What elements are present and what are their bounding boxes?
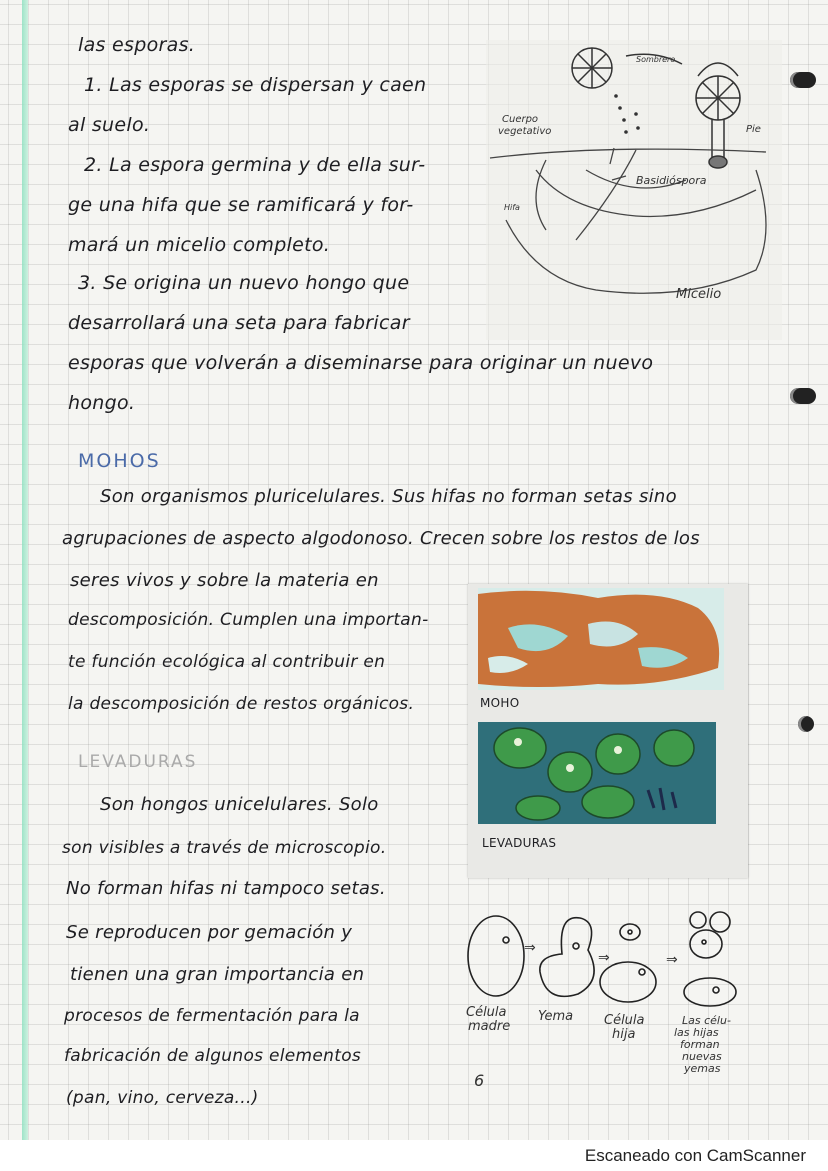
section-heading-levaduras: LEVADURAS <box>78 752 198 772</box>
text-line: fabricación de algunos elementos <box>64 1046 362 1066</box>
binder-ring <box>798 716 814 732</box>
levaduras-photo <box>478 722 716 824</box>
label-celula-madre: Célula madre <box>466 1005 511 1034</box>
mushroom-lifecycle-diagram <box>486 40 782 340</box>
label-sombrero: Sombrero <box>636 55 676 64</box>
label-hifa: Hifa <box>504 203 520 212</box>
label-yema: Yema <box>538 1009 574 1024</box>
text-line: las esporas. <box>78 34 196 56</box>
label-cuerpo-vegetativo: Cuerpo vegetativo <box>498 114 552 137</box>
arrow-icon: ⇒ <box>666 952 678 968</box>
text-line: (pan, vino, cerveza...) <box>66 1088 259 1108</box>
label-las-celulas-hijas: Las célu-las hijas forman nuevas yemas <box>674 1014 731 1075</box>
text-line: Se reproducen por gemación y <box>66 922 353 943</box>
page-number: 6 <box>474 1071 485 1090</box>
text-line: son visibles a través de microscopio. <box>62 838 387 858</box>
text-line: la descomposición de restos orgánicos. <box>68 694 415 714</box>
text-line: esporas que volverán a diseminarse para originar un nuevo <box>68 352 654 374</box>
text-line: 2. La espora germina y de ella sur- <box>84 154 426 176</box>
text-line: 3. Se origina un nuevo hongo que <box>78 272 410 294</box>
text-line: ge una hifa que se ramificará y for- <box>68 194 414 216</box>
photo-card <box>468 584 748 878</box>
margin-line <box>22 0 28 1140</box>
text-line: te función ecológica al contribuir en <box>68 652 386 672</box>
photo-label-moho: MOHO <box>480 696 520 710</box>
text-line: mará un micelio completo. <box>68 234 331 256</box>
scanner-watermark: Escaneado con CamScanner <box>584 1146 806 1165</box>
budding-diagram <box>458 900 778 1100</box>
text-line: agrupaciones de aspecto algodonoso. Crecen sobre los restos de los <box>62 528 700 549</box>
text-line: descomposición. Cumplen una importan- <box>68 610 429 630</box>
binder-ring <box>790 388 816 404</box>
label-pie: Pie <box>746 124 761 135</box>
arrow-icon: ⇒ <box>598 950 610 966</box>
label-micelio: Micelio <box>676 287 722 302</box>
label-basidiospora: Basidióspora <box>636 174 707 187</box>
text-line: Son hongos unicelulares. Solo <box>100 794 379 815</box>
text-line: desarrollará una seta para fabricar <box>68 312 410 334</box>
arrow-icon: ⇒ <box>524 940 536 956</box>
text-line: No forman hifas ni tampoco setas. <box>66 878 386 899</box>
moho-photo <box>478 588 724 690</box>
text-line: hongo. <box>68 392 136 414</box>
text-line: procesos de fermentación para la <box>64 1006 360 1026</box>
binder-ring <box>790 72 816 88</box>
text-line: 1. Las esporas se dispersan y caen <box>84 74 427 96</box>
photo-label-levaduras: LEVADURAS <box>482 836 557 850</box>
text-line: al suelo. <box>68 114 151 136</box>
text-line: seres vivos y sobre la materia en <box>70 570 379 591</box>
scanner-footer <box>0 1140 828 1171</box>
text-line: Son organismos pluricelulares. Sus hifas no forman setas sino <box>100 486 677 507</box>
text-line: tienen una gran importancia en <box>70 964 365 985</box>
section-heading-mohos: MOHOS <box>78 450 161 472</box>
label-celula-hija: Célula hija <box>604 1013 645 1042</box>
falling-cap-icon <box>572 48 612 88</box>
